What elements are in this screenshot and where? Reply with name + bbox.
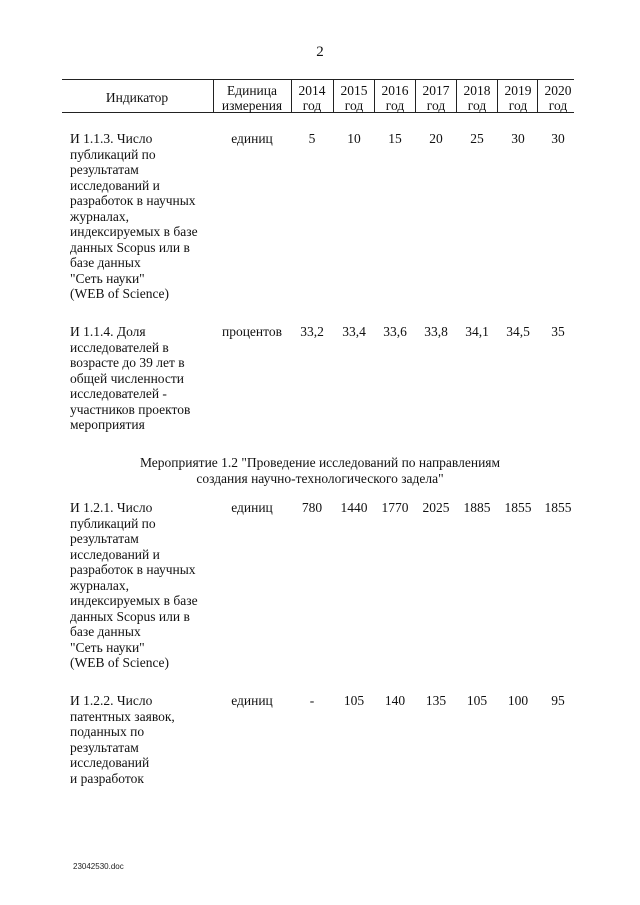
section-heading-line2: создания научно-технологического задела" [196, 470, 444, 486]
row-value: 35 [551, 324, 565, 339]
row-indicator-label [70, 324, 210, 433]
header-year [334, 83, 374, 113]
row-value: 780 [301, 500, 323, 515]
row-value: 33,2 [300, 324, 324, 339]
row-indicator-line: и разработок [70, 770, 144, 786]
header-year [292, 83, 332, 113]
header-unit-line2: измерения [221, 98, 283, 113]
header-year-suffix: год [302, 98, 322, 113]
row-value: 1855 [504, 500, 532, 515]
row-indicator-line: публикаций по [70, 515, 156, 531]
row-value: 10 [347, 131, 361, 146]
row-indicator-line: результатам [70, 162, 139, 177]
row-value: - [309, 693, 315, 708]
header-unit-line1: Единица [226, 83, 277, 98]
row-indicator-line: результатам [70, 531, 139, 546]
row-value: 25 [470, 131, 484, 146]
row-indicator-line: исследований и [70, 177, 160, 193]
header-year-number: 2019 [504, 83, 532, 98]
header-year-number: 2015 [340, 83, 368, 98]
header-year-suffix: год [426, 98, 446, 113]
row-indicator-line: публикаций по [70, 146, 156, 162]
header-year-suffix: год [344, 98, 364, 113]
footer-code: 23042530.doc [73, 862, 124, 871]
row-indicator-line: исследователей в [70, 339, 169, 355]
header-indicator: Индикатор [105, 90, 169, 105]
header-year-suffix: год [548, 98, 568, 113]
row-indicator-line: данных Scopus или в [70, 608, 190, 624]
row-value: 15 [388, 131, 402, 146]
row-value: 95 [551, 693, 565, 708]
row-unit: единиц [231, 693, 273, 708]
row-value: 30 [551, 131, 565, 146]
row-value: 30 [511, 131, 525, 146]
header-year-number: 2016 [381, 83, 409, 98]
header-year-number: 2014 [298, 83, 326, 98]
row-value: 33,8 [424, 324, 448, 339]
row-indicator-line: исследователей - [70, 386, 167, 401]
header-unit [214, 83, 290, 113]
row-indicator-line: данных Scopus или в [70, 239, 190, 255]
row-indicator-line: И 1.2.2. Число [70, 693, 153, 708]
section-heading [100, 455, 540, 486]
row-value: 33,4 [342, 324, 366, 339]
row-indicator-line: индексируемых в базе [70, 224, 198, 239]
row-indicator-line: результатам [70, 739, 139, 755]
row-indicator-line: патентных заявок, [70, 708, 175, 724]
row-indicator-line: поданных по [70, 724, 145, 739]
header-year-suffix: год [508, 98, 528, 113]
header-year [457, 83, 497, 113]
row-indicator-line: (WEB of Science) [70, 286, 169, 301]
row-indicator-line: И 1.2.1. Число [70, 500, 153, 515]
row-value: 33,6 [383, 324, 407, 339]
row-value: 140 [384, 693, 406, 708]
row-indicator-line: исследований и [70, 546, 160, 562]
header-year-suffix: год [385, 98, 405, 113]
header-year [538, 83, 578, 113]
row-value: 1440 [340, 500, 368, 515]
row-indicator-line: индексируемых в базе [70, 593, 198, 608]
row-indicator-line: разработок в научных [70, 562, 196, 577]
row-unit: единиц [231, 500, 273, 515]
row-value: 105 [343, 693, 365, 708]
row-indicator-line: базе данных [70, 255, 141, 270]
row-indicator-line: И 1.1.4. Доля [70, 324, 146, 339]
header-year-number: 2017 [422, 83, 450, 98]
section-heading-line1: Мероприятие 1.2 "Проведение исследований по направлениям [139, 455, 501, 470]
row-value: 135 [425, 693, 447, 708]
row-value: 100 [507, 693, 529, 708]
row-value: 105 [466, 693, 488, 708]
row-indicator-line: журналах, [70, 208, 130, 224]
row-indicator-line: базе данных [70, 624, 141, 639]
row-indicator-line: "Сеть науки" [70, 270, 145, 286]
row-unit: процентов [221, 324, 282, 339]
row-indicator-line: мероприятия [70, 417, 145, 432]
header-year [375, 83, 415, 113]
header-year-number: 2018 [463, 83, 491, 98]
page-number: 2 [316, 44, 324, 60]
row-value: 34,1 [465, 324, 489, 339]
row-indicator-line: журналах, [70, 577, 130, 593]
row-indicator-line: общей численности [70, 370, 184, 386]
row-value: 5 [308, 131, 316, 146]
header-year-number: 2020 [544, 83, 572, 98]
row-indicator-line: участников проектов [70, 401, 191, 417]
row-value: 2025 [422, 500, 450, 515]
row-value: 34,5 [506, 324, 530, 339]
row-indicator-label [70, 131, 210, 302]
row-indicator-line: (WEB of Science) [70, 655, 169, 670]
row-value: 1885 [463, 500, 491, 515]
row-indicator-line: исследований [70, 755, 150, 770]
row-value: 1855 [544, 500, 572, 515]
header-year [498, 83, 538, 113]
row-indicator-label [70, 693, 210, 786]
row-indicator-line: возрасте до 39 лет в [70, 355, 185, 370]
row-value: 20 [429, 131, 443, 146]
row-indicator-line: разработок в научных [70, 193, 196, 208]
row-value: 1770 [381, 500, 409, 515]
row-indicator-line: И 1.1.3. Число [70, 131, 153, 146]
row-indicator-label [70, 500, 210, 671]
row-indicator-line: "Сеть науки" [70, 639, 145, 655]
header-year-suffix: год [467, 98, 487, 113]
header-year [416, 83, 456, 113]
row-unit: единиц [231, 131, 273, 146]
